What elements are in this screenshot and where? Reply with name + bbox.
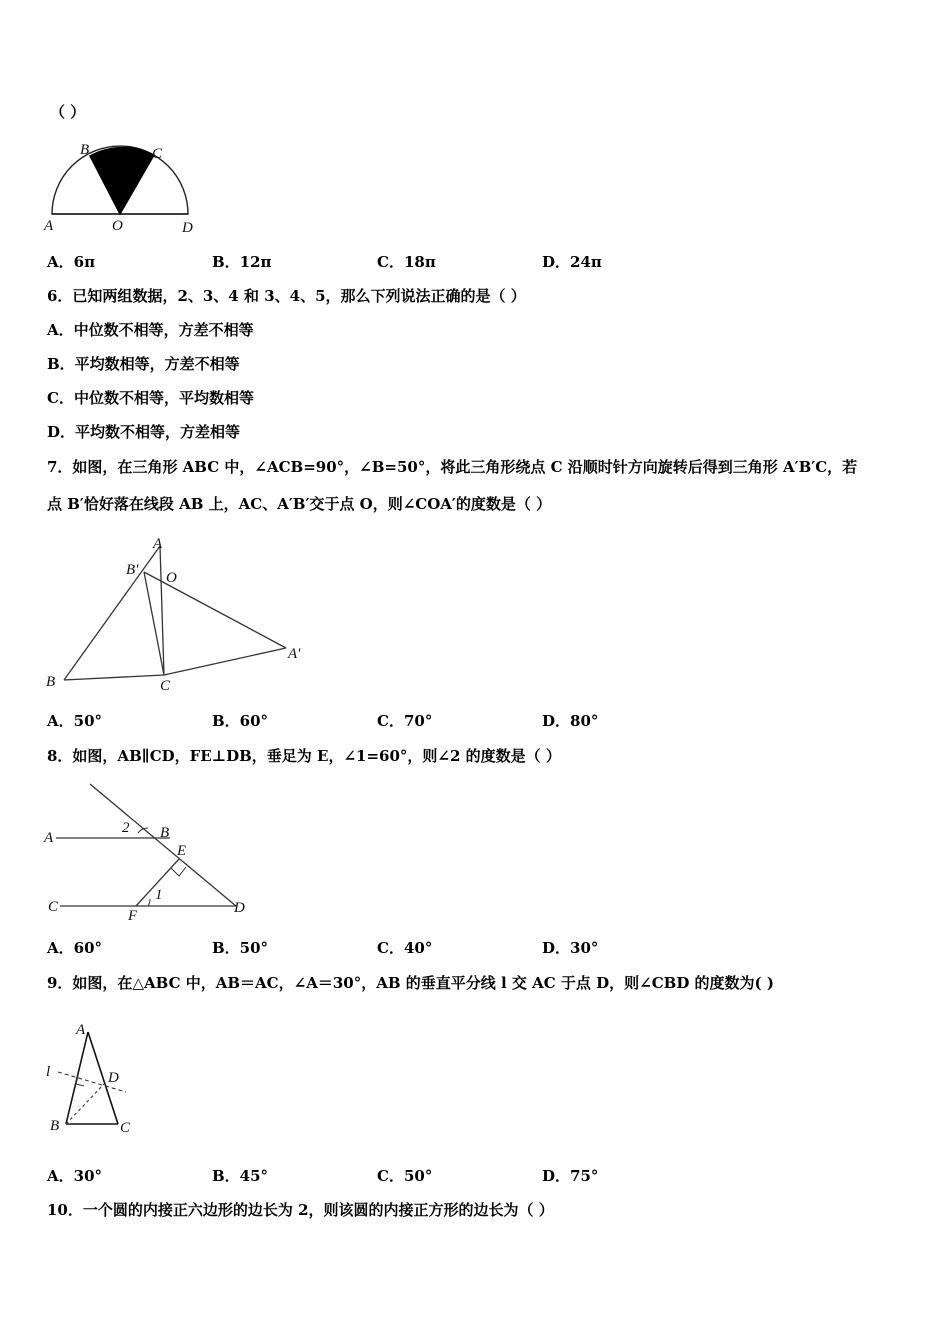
q8-label-e: E	[177, 843, 187, 859]
q9-option-d[interactable]: D．75°	[542, 1167, 599, 1185]
q5-option-b[interactable]: B．12π	[212, 253, 272, 271]
q8-label-a: A	[44, 830, 54, 846]
q6-option-c[interactable]: C．中位数不相等，平均数相等	[47, 389, 254, 407]
q7-option-c[interactable]: C．70°	[377, 712, 433, 730]
q5-label-b: B	[80, 142, 90, 158]
q5-label-o: O	[112, 218, 123, 234]
q9-label-c: C	[120, 1120, 131, 1136]
q7-figure-rotated-triangle	[40, 530, 310, 700]
q8-option-a[interactable]: A．60°	[47, 939, 103, 957]
q5-option-a[interactable]: A．6π	[47, 253, 96, 271]
q7-label-a-prime: A'	[288, 646, 301, 662]
q9-label-d: D	[108, 1070, 119, 1086]
q10-stem: 10．一个圆的内接正六边形的边长为 2，则该圆的内接正方形的边长为（ ）	[47, 1201, 554, 1219]
q7-option-a[interactable]: A．50°	[47, 712, 103, 730]
q5-option-c[interactable]: C．18π	[377, 253, 436, 271]
q8-label-b: B	[160, 825, 170, 841]
q9-figure-isosceles-triangle	[40, 1018, 150, 1143]
q6-option-a[interactable]: A．中位数不相等，方差不相等	[47, 321, 254, 339]
q8-option-c[interactable]: C．40°	[377, 939, 433, 957]
q7-label-b: B	[46, 674, 56, 690]
q9-stem: 9．如图，在△ABC 中，AB＝AC，∠A＝30°，AB 的垂直平分线 l 交 AC 于点 D，则∠CBD 的度数为( )	[47, 974, 774, 992]
q5-label-c: C	[152, 146, 163, 162]
q8-label-f: F	[128, 908, 138, 924]
q7-label-c: C	[160, 678, 171, 694]
q5-figure-semicircle	[40, 140, 210, 240]
q9-option-b[interactable]: B．45°	[212, 1167, 269, 1185]
q8-label-c: C	[48, 899, 59, 915]
q9-label-a: A	[76, 1022, 86, 1038]
q9-option-c[interactable]: C．50°	[377, 1167, 433, 1185]
q7-label-b-prime: B'	[126, 562, 139, 578]
q6-stem: 6．已知两组数据，2、3、4 和 3、4、5，那么下列说法正确的是（ ）	[47, 287, 526, 305]
q5-label-d: D	[182, 220, 193, 236]
q6-option-b[interactable]: B．平均数相等，方差不相等	[47, 355, 240, 373]
q7-label-a: A	[153, 536, 163, 552]
q9-option-a[interactable]: A．30°	[47, 1167, 103, 1185]
q8-label-d: D	[234, 900, 245, 916]
q8-stem: 8．如图，AB∥CD，FE⊥DB，垂足为 E，∠1=60°，则∠2 的度数是（ ）	[47, 747, 561, 765]
q5-option-d[interactable]: D．24π	[542, 253, 602, 271]
q8-option-b[interactable]: B．50°	[212, 939, 269, 957]
q8-option-d[interactable]: D．30°	[542, 939, 599, 957]
q7-stem-line1: 7．如图，在三角形 ABC 中，∠ACB=90°，∠B=50°，将此三角形绕点 C 沿顺时针方向旋转后得到三角形 A′B′C，若	[47, 458, 858, 476]
q8-figure-parallel-lines	[40, 780, 260, 930]
q7-option-d[interactable]: D．80°	[542, 712, 599, 730]
q9-label-b: B	[50, 1118, 60, 1134]
q7-stem-line2: 点 B′恰好落在线段 AB 上，AC、A′B′交于点 O，则∠COA′的度数是（ ）	[47, 495, 552, 513]
q7-label-o: O	[166, 570, 177, 586]
q8-label-2: 2	[122, 820, 130, 836]
q5-label-a: A	[44, 218, 54, 234]
q7-option-b[interactable]: B．60°	[212, 712, 269, 730]
q5-stem-tail: （ ）	[50, 103, 86, 121]
q8-label-1: 1	[155, 887, 163, 903]
q9-label-l: l	[46, 1064, 51, 1080]
q6-option-d[interactable]: D．平均数不相等，方差相等	[47, 423, 241, 441]
